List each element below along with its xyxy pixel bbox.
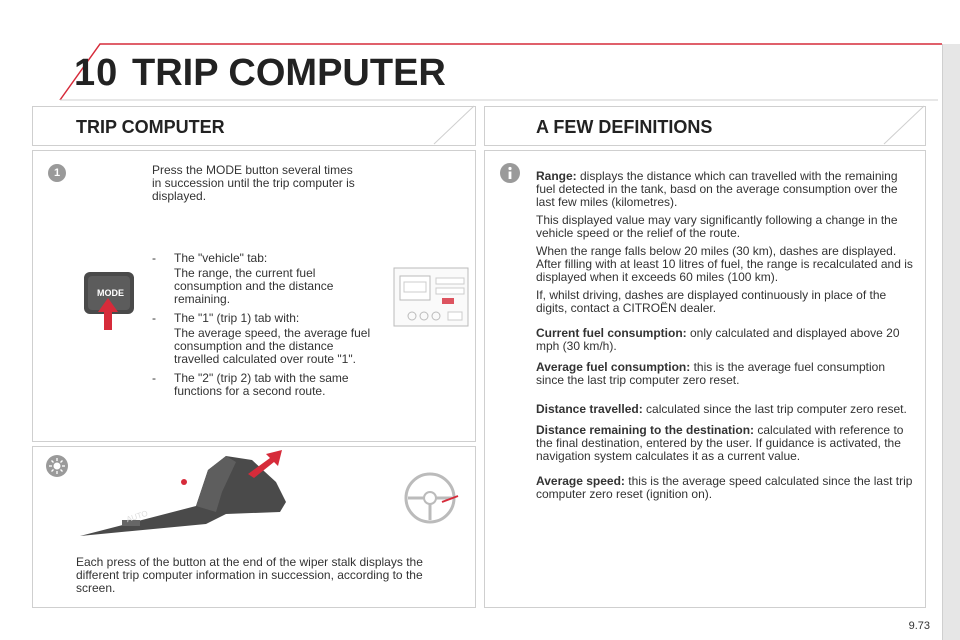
- tab-item-trip2: - The "2" (trip 2) tab with the same functions for a second route.: [152, 371, 349, 398]
- right-section-title: A FEW DEFINITIONS: [536, 117, 713, 137]
- tab-item-vehicle: - The "vehicle" tab: The range, the current fuel consumption and the distance remaining.: [152, 251, 334, 306]
- mode-label: MODE: [97, 288, 124, 298]
- steering-wheel-illustration: [402, 470, 460, 526]
- header-slash-decor: [430, 104, 478, 146]
- def-average-fuel: Average fuel consumption: this is the average fuel consumption since the last trip computer zero reset.: [536, 360, 886, 387]
- tab-list: [152, 252, 372, 398]
- page-number: 9.73: [908, 620, 930, 632]
- tab-item-trip1: - The "1" (trip 1) tab with: The average speed, the average fuel consumption and the distance travelled calculated over route "1".: [152, 311, 371, 366]
- info-glyph-icon: [500, 163, 520, 183]
- def-distance-travelled: Distance travelled: calculated since the last trip computer zero reset.: [536, 402, 907, 416]
- def-distance-remaining: Distance remaining to the destination: calculated with reference to the final destination, entered by the user. If guidance is activated, the navigation system calculates it as a current value.: [536, 423, 904, 463]
- mode-button-illustration: [80, 270, 140, 332]
- lighting-icon: [46, 455, 68, 477]
- chapter-number: 10: [74, 52, 119, 94]
- side-tab-bar: [942, 44, 960, 640]
- radio-unit-illustration: [392, 264, 470, 330]
- stalk-auto-label: AUTO: [125, 508, 149, 525]
- def-range-p4: If, whilst driving, dashes are displayed continuously in place of the digits, contact a CITROËN dealer.: [536, 288, 887, 315]
- def-range: Range: displays the distance which can travelled with the remaining fuel detected in the tank, basd on the average consumption over the last few miles (kilometres).: [536, 169, 898, 209]
- def-average-speed: Average speed: this is the average speed calculated since the last trip computer zero reset (ignition on).: [536, 474, 913, 501]
- info-icon: [500, 163, 520, 183]
- def-current-fuel: Current fuel consumption: only calculated and displayed above 20 mph (30 km/h).: [536, 326, 900, 353]
- step-badge: 1: [48, 164, 66, 182]
- def-range-p3: When the range falls below 20 miles (30 km), dashes are displayed. After filling with at least 10 litres of fuel, the range is recalculated and is displayed when it exceeds 60 miles (100 km).: [536, 244, 913, 284]
- wiper-text: Each press of the button at the end of the wiper stalk displays the different trip computer information in succession, according to the screen.: [76, 555, 423, 595]
- definitions-text: [536, 170, 916, 506]
- left-section-title: TRIP COMPUTER: [76, 117, 225, 137]
- sun-icon: [46, 455, 68, 477]
- red-pointer-arrow: [244, 448, 284, 478]
- header-slash-decor: [880, 104, 928, 146]
- intro-text: Press the MODE button several times in succession until the trip computer is displayed.: [152, 163, 355, 203]
- def-range-p2: This displayed value may vary significantly following a change in the vehicle speed or the relief of the route.: [536, 213, 898, 240]
- page-title: TRIP COMPUTER: [132, 52, 446, 94]
